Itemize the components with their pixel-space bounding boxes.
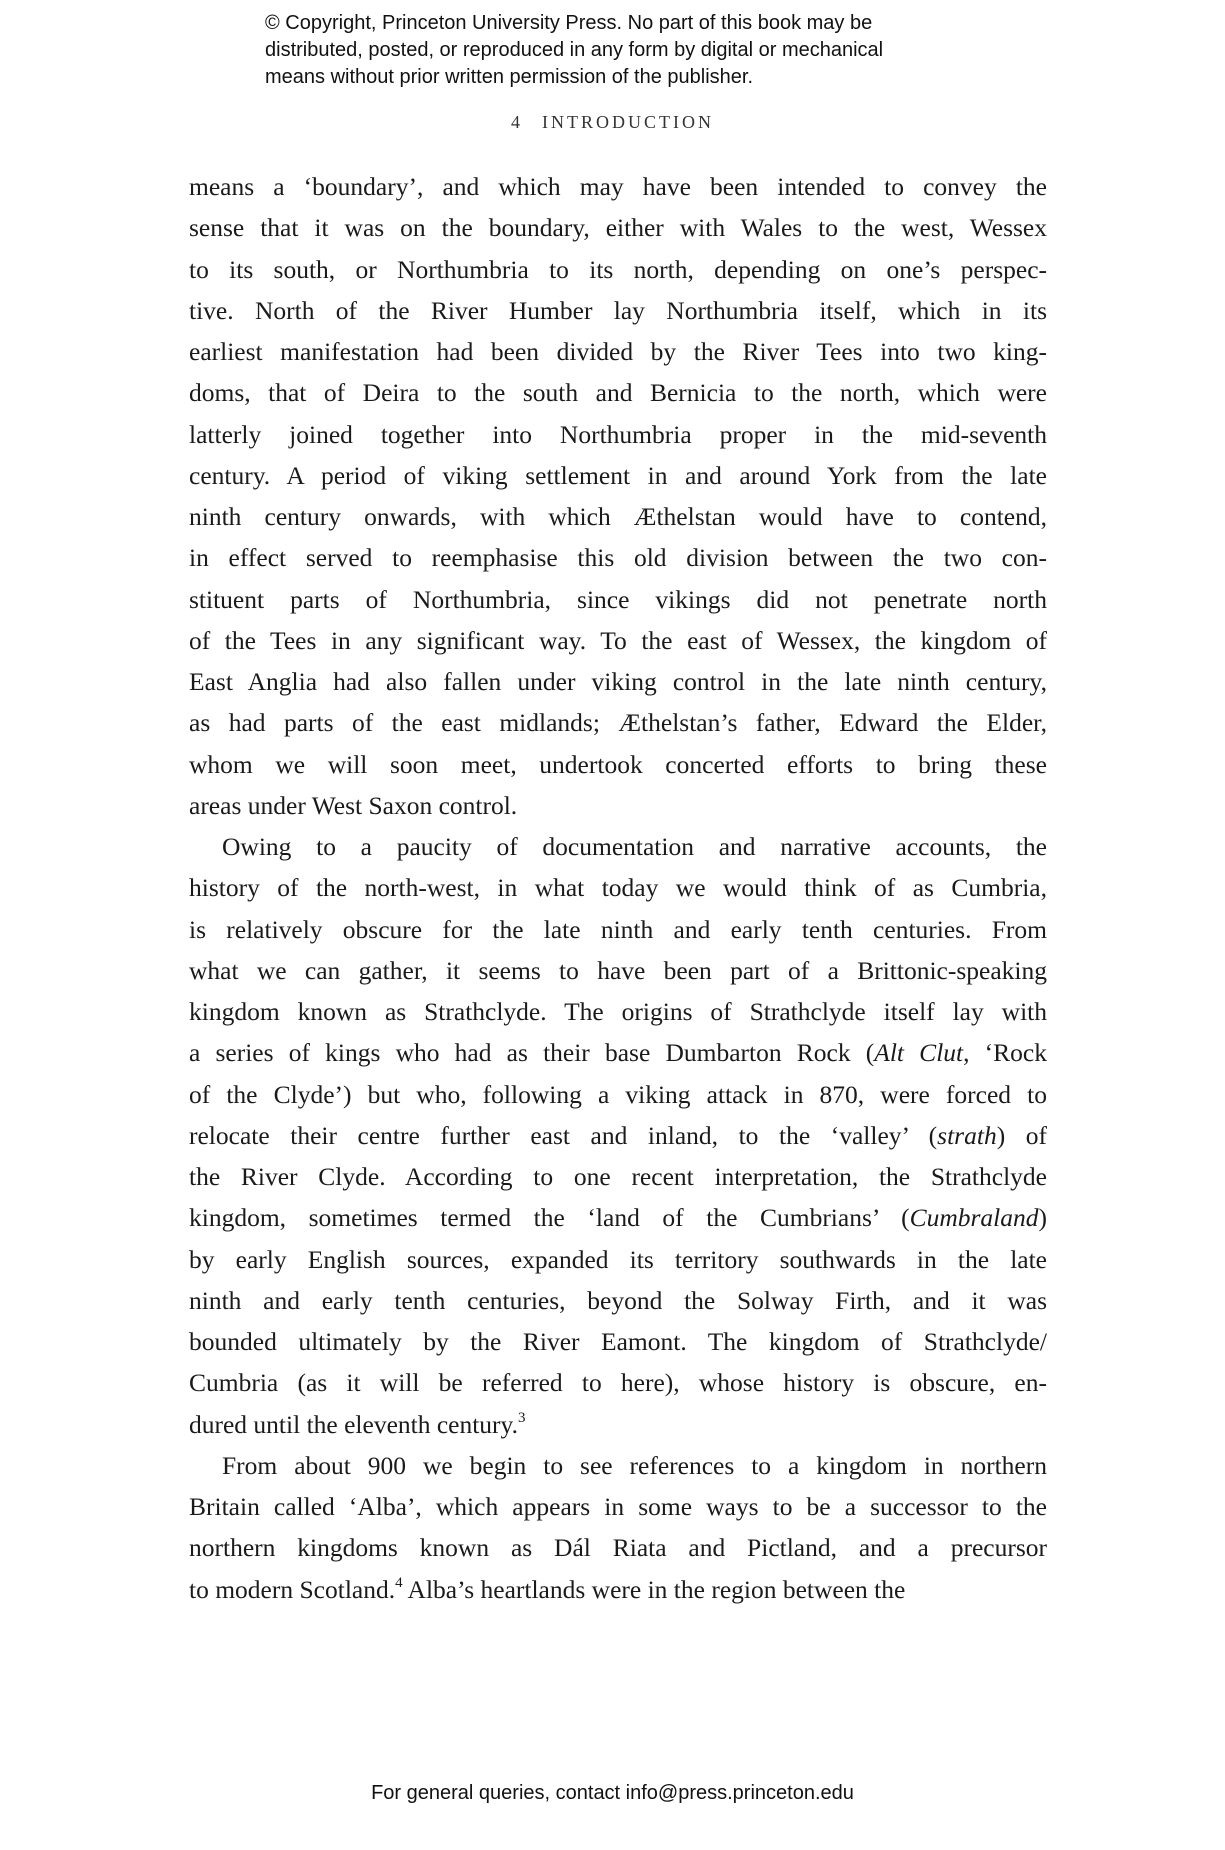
text-segment: doms, that of Deira to the south and Bernicia to the north, which were — [189, 378, 1047, 408]
text-line — [189, 744, 1047, 785]
text-segment: dured until the eleventh century. — [189, 1409, 519, 1439]
paragraph — [189, 1445, 1047, 1610]
text-line — [189, 331, 1047, 372]
text-segment: kingdom known as Strathclyde. The origins of Strathclyde itself lay with — [189, 997, 1047, 1026]
copyright-line: distributed, posted, or reproduced in any form by digital or mechanical — [265, 39, 884, 61]
running-head — [0, 112, 1225, 133]
text-segment: sense that it was on the boundary, either with Wales to the west, Wessex — [189, 213, 1047, 243]
text-line — [189, 1404, 1047, 1445]
text-line — [189, 1280, 1047, 1321]
text-segment: ninth century onwards, with which Æthelstan would have to contend, — [189, 502, 1047, 531]
text-line — [189, 1156, 1047, 1197]
text-line — [189, 950, 1047, 991]
text-segment: history of the north-west, in what today we would think of as Cumbria, — [189, 873, 1047, 903]
copyright-line: © Copyright, Princeton University Press. No part of this book may be — [265, 12, 873, 34]
text-line — [189, 249, 1047, 290]
text-segment: by early English sources, expanded its territory southwards in the late — [189, 1244, 1047, 1274]
text-line — [189, 661, 1047, 702]
text-segment: relocate their centre further east and inland, to the ‘valley’ ( — [189, 1120, 938, 1150]
text-line — [189, 909, 1047, 950]
page-number: 4 — [511, 112, 520, 132]
text-segment: a series of kings who had as their base Dumbarton Rock ( — [189, 1038, 875, 1068]
text-segment: East Anglia had also fallen under viking control in the late ninth century, — [189, 667, 1047, 696]
text-segment: as had parts of the east midlands; Æthelstan’s father, Edward the Elder, — [189, 708, 1047, 738]
text-segment: northern kingdoms known as Dál Riata and Pictland, and a precursor — [189, 1533, 1047, 1563]
text-segment: of the Clyde’) but who, following a viking attack in 870, were forced to — [189, 1079, 1047, 1109]
italic-term: Cumbraland — [909, 1203, 1039, 1233]
text-line — [189, 1074, 1047, 1115]
text-segment: whom we will soon meet, undertook concerted efforts to bring these — [189, 749, 1047, 779]
text-segment: ) of — [996, 1120, 1048, 1150]
text-line — [189, 1321, 1047, 1362]
text-line — [189, 620, 1047, 661]
text-line — [189, 1445, 1047, 1486]
italic-term: Alt Clut — [874, 1038, 964, 1068]
text-line — [189, 1362, 1047, 1403]
body-text — [189, 166, 1047, 1610]
italic-term: strath — [937, 1120, 997, 1150]
text-segment: Alba’s heartlands were in the region between the — [402, 1574, 906, 1604]
text-line — [189, 867, 1047, 908]
paragraph — [189, 826, 1047, 1445]
text-line — [189, 1527, 1047, 1568]
text-line — [189, 785, 1047, 826]
text-line — [189, 826, 1047, 867]
text-line — [189, 702, 1047, 743]
text-segment: to modern Scotland. — [189, 1574, 396, 1604]
text-line — [189, 1569, 1047, 1610]
text-segment: of the Tees in any significant way. To the east of Wessex, the kingdom of — [189, 625, 1047, 655]
text-line — [189, 290, 1047, 331]
text-line — [189, 372, 1047, 413]
footer-contact: For general queries, contact info@press.princeton.edu — [371, 1782, 854, 1804]
text-segment: means a ‘boundary’, and which may have been intended to convey the — [189, 172, 1047, 201]
text-segment: earliest manifestation had been divided by the River Tees into two king- — [189, 337, 1047, 366]
copyright-line: means without prior written permission of the publisher. — [265, 66, 754, 88]
copyright-notice — [265, 10, 1025, 91]
footnote-ref: 4 — [395, 1574, 403, 1591]
text-line — [189, 537, 1047, 578]
text-segment: ) — [1038, 1203, 1047, 1233]
text-segment: to its south, or Northumbria to its north, depending on one’s perspec- — [189, 254, 1047, 284]
text-segment: in effect served to reemphasise this old division between the two con- — [189, 543, 1047, 573]
text-line — [189, 1486, 1047, 1527]
text-line — [189, 1197, 1047, 1238]
text-line — [189, 991, 1047, 1032]
text-line — [189, 455, 1047, 496]
text-segment: Britain called ‘Alba’, which appears in some ways to be a successor to the — [189, 1492, 1047, 1521]
text-segment: , ‘Rock — [963, 1038, 1047, 1068]
text-segment: stituent parts of Northumbria, since vikings did not penetrate north — [189, 584, 1047, 614]
text-segment: kingdom, sometimes termed the ‘land of the Cumbrians’ ( — [189, 1203, 910, 1233]
text-line — [189, 1115, 1047, 1156]
text-line — [189, 496, 1047, 537]
text-segment: From about 900 we begin to see references to a kingdom in northern — [222, 1450, 1047, 1480]
footnote-ref: 3 — [518, 1409, 526, 1426]
text-segment: bounded ultimately by the River Eamont. The kingdom of Strathclyde/ — [189, 1327, 1047, 1356]
text-segment: is relatively obscure for the late ninth and early tenth centuries. From — [189, 914, 1047, 944]
text-line — [189, 579, 1047, 620]
text-line — [189, 1032, 1047, 1073]
text-segment: what we can gather, it seems to have been part of a Brittonic-speaking — [189, 955, 1047, 985]
text-segment: the River Clyde. According to one recent interpretation, the Strathclyde — [189, 1162, 1047, 1191]
text-line — [189, 414, 1047, 455]
paragraph — [189, 166, 1047, 826]
text-segment: tive. North of the River Humber lay Northumbria itself, which in its — [189, 295, 1047, 325]
text-segment: ninth and early tenth centuries, beyond the Solway Firth, and it was — [189, 1285, 1047, 1315]
chapter-title: INTRODUCTION — [542, 112, 714, 132]
text-segment: century. A period of viking settlement in and around York from the late — [189, 460, 1047, 490]
text-line — [189, 207, 1047, 248]
text-segment: Cumbria (as it will be referred to here), whose history is obscure, en- — [189, 1368, 1047, 1398]
text-line — [189, 166, 1047, 207]
text-segment: areas under West Saxon control. — [189, 790, 518, 820]
text-line — [189, 1239, 1047, 1280]
text-segment: latterly joined together into Northumbria proper in the mid-seventh — [189, 419, 1047, 449]
text-segment: Owing to a paucity of documentation and narrative accounts, the — [222, 832, 1047, 861]
